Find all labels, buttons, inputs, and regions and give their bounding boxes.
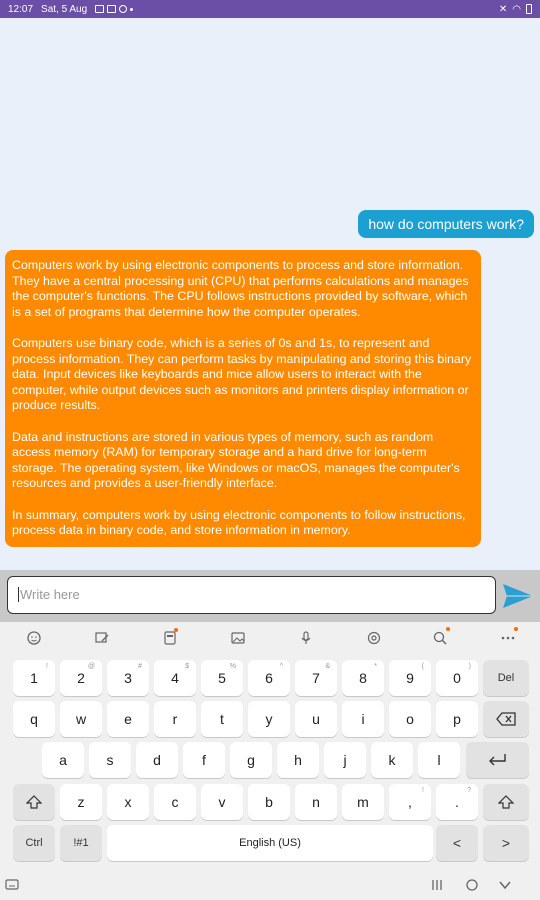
key-label: a: [59, 752, 67, 768]
search-badge: [446, 627, 450, 631]
key-f[interactable]: [183, 742, 225, 778]
key-a[interactable]: [42, 742, 84, 778]
key-label: s: [106, 752, 114, 768]
key-label: 1: [30, 670, 38, 686]
shift-key-left[interactable]: [13, 784, 55, 820]
shift-icon: [498, 795, 514, 809]
key-label: ,: [408, 794, 412, 810]
key-label: q: [30, 711, 38, 727]
key-label: 9: [406, 670, 414, 686]
key-u[interactable]: [295, 701, 337, 737]
chat-area[interactable]: [0, 18, 540, 570]
key-comma[interactable]: [389, 784, 431, 820]
key-label: 4: [171, 670, 179, 686]
key-label: p: [453, 711, 461, 727]
key-secondary-label: *: [374, 663, 377, 670]
key-secondary-label: !: [422, 787, 424, 794]
key-label: v: [218, 794, 226, 810]
bot-paragraph: Computers work by using electronic components to process and store information. They have a central processing unit (CPU) that performs calculations and manages the computer's functions. The CPU follows instructions provided by software, which is a set of programs that determine how the computer operates.: [12, 258, 469, 319]
key-6[interactable]: [248, 660, 290, 696]
status-date: Sat, 5 Aug: [41, 3, 88, 15]
notification-icons: [95, 5, 133, 13]
key-e[interactable]: [107, 701, 149, 737]
enter-icon: [488, 753, 508, 767]
key-o[interactable]: [389, 701, 431, 737]
key-label: 2: [77, 670, 85, 686]
ctrl-key[interactable]: [13, 825, 55, 861]
key-label: !#1: [73, 837, 89, 849]
send-icon[interactable]: [502, 583, 534, 609]
key-label: 3: [124, 670, 132, 686]
emoji-icon[interactable]: [26, 630, 42, 646]
left-arrow-key[interactable]: [436, 825, 478, 861]
key-label: h: [294, 752, 302, 768]
key-label: <: [452, 835, 462, 851]
key-secondary-label: &: [325, 663, 330, 670]
clipboard-icon[interactable]: [162, 630, 178, 646]
delete-key[interactable]: [483, 660, 529, 696]
wifi-icon: ◠: [512, 3, 521, 15]
space-key[interactable]: [107, 825, 433, 861]
key-m[interactable]: [342, 784, 384, 820]
key-k[interactable]: [371, 742, 413, 778]
key-b[interactable]: [248, 784, 290, 820]
key-s[interactable]: [89, 742, 131, 778]
key-label: .: [455, 794, 459, 810]
key-label: 7: [312, 670, 320, 686]
message-placeholder: Write here: [20, 587, 80, 602]
key-secondary-label: !: [46, 663, 48, 670]
key-label: Ctrl: [25, 837, 43, 849]
message-input[interactable]: [7, 576, 496, 614]
backspace-icon: [496, 712, 516, 726]
key-secondary-label: ?: [467, 787, 471, 794]
key-secondary-label: #: [138, 663, 142, 670]
status-time: 12:07: [8, 3, 34, 15]
key-secondary-label: @: [87, 663, 95, 670]
backspace-key[interactable]: [483, 701, 529, 737]
status-bar: [0, 0, 540, 18]
shift-key-right[interactable]: [483, 784, 529, 820]
bot-message-bubble: [5, 250, 481, 547]
mute-icon: ✕: [498, 3, 508, 15]
key-label: 5: [218, 670, 226, 686]
key-label: m: [357, 794, 369, 810]
key-label: English (US): [239, 837, 301, 849]
key-p[interactable]: [436, 701, 478, 737]
key-label: >: [501, 835, 511, 851]
key-label: 8: [359, 670, 367, 686]
key-w[interactable]: [60, 701, 102, 737]
home-icon[interactable]: [465, 878, 479, 892]
key-label: r: [172, 711, 178, 727]
key-v[interactable]: [201, 784, 243, 820]
key-secondary-label: (: [421, 663, 424, 670]
symbols-key[interactable]: [60, 825, 102, 861]
user-message-bubble: how do computers work?: [358, 210, 534, 238]
key-secondary-label: %: [229, 663, 236, 670]
key-label: b: [265, 794, 273, 810]
keyboard-toolbar: [0, 622, 540, 656]
key-label: c: [171, 794, 179, 810]
key-label: 0: [453, 670, 461, 686]
key-y[interactable]: [248, 701, 290, 737]
right-arrow-key[interactable]: [483, 825, 529, 861]
key-label: 6: [265, 670, 273, 686]
key-c[interactable]: [154, 784, 196, 820]
shift-icon: [26, 795, 42, 809]
keyboard-hide-icon[interactable]: [5, 878, 19, 892]
composer-bar: [0, 570, 540, 622]
key-i[interactable]: [342, 701, 384, 737]
keyboard-settings-icon[interactable]: [366, 630, 382, 646]
image-icon[interactable]: [230, 630, 246, 646]
key-d[interactable]: [136, 742, 178, 778]
key-label: f: [202, 752, 206, 768]
recent-apps-icon[interactable]: [430, 879, 444, 891]
key-0[interactable]: [436, 660, 478, 696]
key-label: d: [153, 752, 161, 768]
key-label: w: [75, 711, 87, 727]
more-dot-icon: [130, 8, 133, 11]
microphone-icon[interactable]: [298, 630, 314, 646]
key-label: e: [124, 711, 132, 727]
key-5[interactable]: [201, 660, 243, 696]
key-label: o: [406, 711, 414, 727]
media-icon: [107, 5, 116, 13]
key-r[interactable]: [154, 701, 196, 737]
key-label: z: [77, 794, 85, 810]
back-chevron-icon[interactable]: [498, 879, 512, 891]
key-label: t: [220, 711, 224, 727]
handwriting-icon[interactable]: [94, 630, 110, 646]
key-secondary-label: ^: [279, 663, 283, 670]
key-n[interactable]: [295, 784, 337, 820]
key-label: g: [247, 752, 255, 768]
key-j[interactable]: [324, 742, 366, 778]
navigation-bar: [0, 872, 540, 900]
key-label: l: [437, 752, 441, 768]
key-secondary-label: $: [185, 663, 189, 670]
bot-paragraph: In summary, computers work by using electronic components to follow instructions, process data in binary code, and store information in memory.: [12, 507, 466, 538]
key-label: y: [265, 711, 273, 727]
key-label: i: [361, 711, 365, 727]
search-icon[interactable]: [432, 630, 448, 646]
key-g[interactable]: [230, 742, 272, 778]
on-screen-keyboard: [0, 622, 540, 900]
key-label: k: [388, 752, 396, 768]
key-3[interactable]: [107, 660, 149, 696]
settings-icon: [119, 5, 127, 13]
key-t[interactable]: [201, 701, 243, 737]
key-label: x: [124, 794, 132, 810]
key-h[interactable]: [277, 742, 319, 778]
key-x[interactable]: [107, 784, 149, 820]
key-period[interactable]: [436, 784, 478, 820]
bot-paragraph: Computers use binary code, which is a series of 0s and 1s, to represent and process information. They can perform tasks by manipulating and storing this binary data. Input devices like keyboards and mice allow users to interact with the computer, while output devices such as monitors and printers display information or produce results.: [12, 335, 472, 413]
key-label: u: [312, 711, 320, 727]
bot-paragraph: Data and instructions are stored in various types of memory, such as random access memory (RAM) for temporary storage and a hard drive for long-term storage. The operating system, like Windows or macOS, manages the computer's resources and provides a user-friendly interface.: [12, 429, 460, 491]
key-8[interactable]: [342, 660, 384, 696]
more-badge: [514, 627, 518, 631]
more-options-icon[interactable]: [500, 630, 516, 646]
gallery-icon: [95, 5, 104, 13]
key-4[interactable]: [154, 660, 196, 696]
battery-icon: [526, 4, 532, 14]
clipboard-badge: [174, 628, 178, 632]
key-label: n: [312, 794, 320, 810]
key-secondary-label: ): [468, 663, 471, 670]
key-2[interactable]: [60, 660, 102, 696]
key-q[interactable]: [13, 701, 55, 737]
key-l[interactable]: [418, 742, 460, 778]
enter-key[interactable]: [466, 742, 529, 778]
key-9[interactable]: [389, 660, 431, 696]
key-label: Del: [497, 672, 515, 684]
key-7[interactable]: [295, 660, 337, 696]
key-z[interactable]: [60, 784, 102, 820]
key-label: j: [343, 752, 347, 768]
key-1[interactable]: [13, 660, 55, 696]
